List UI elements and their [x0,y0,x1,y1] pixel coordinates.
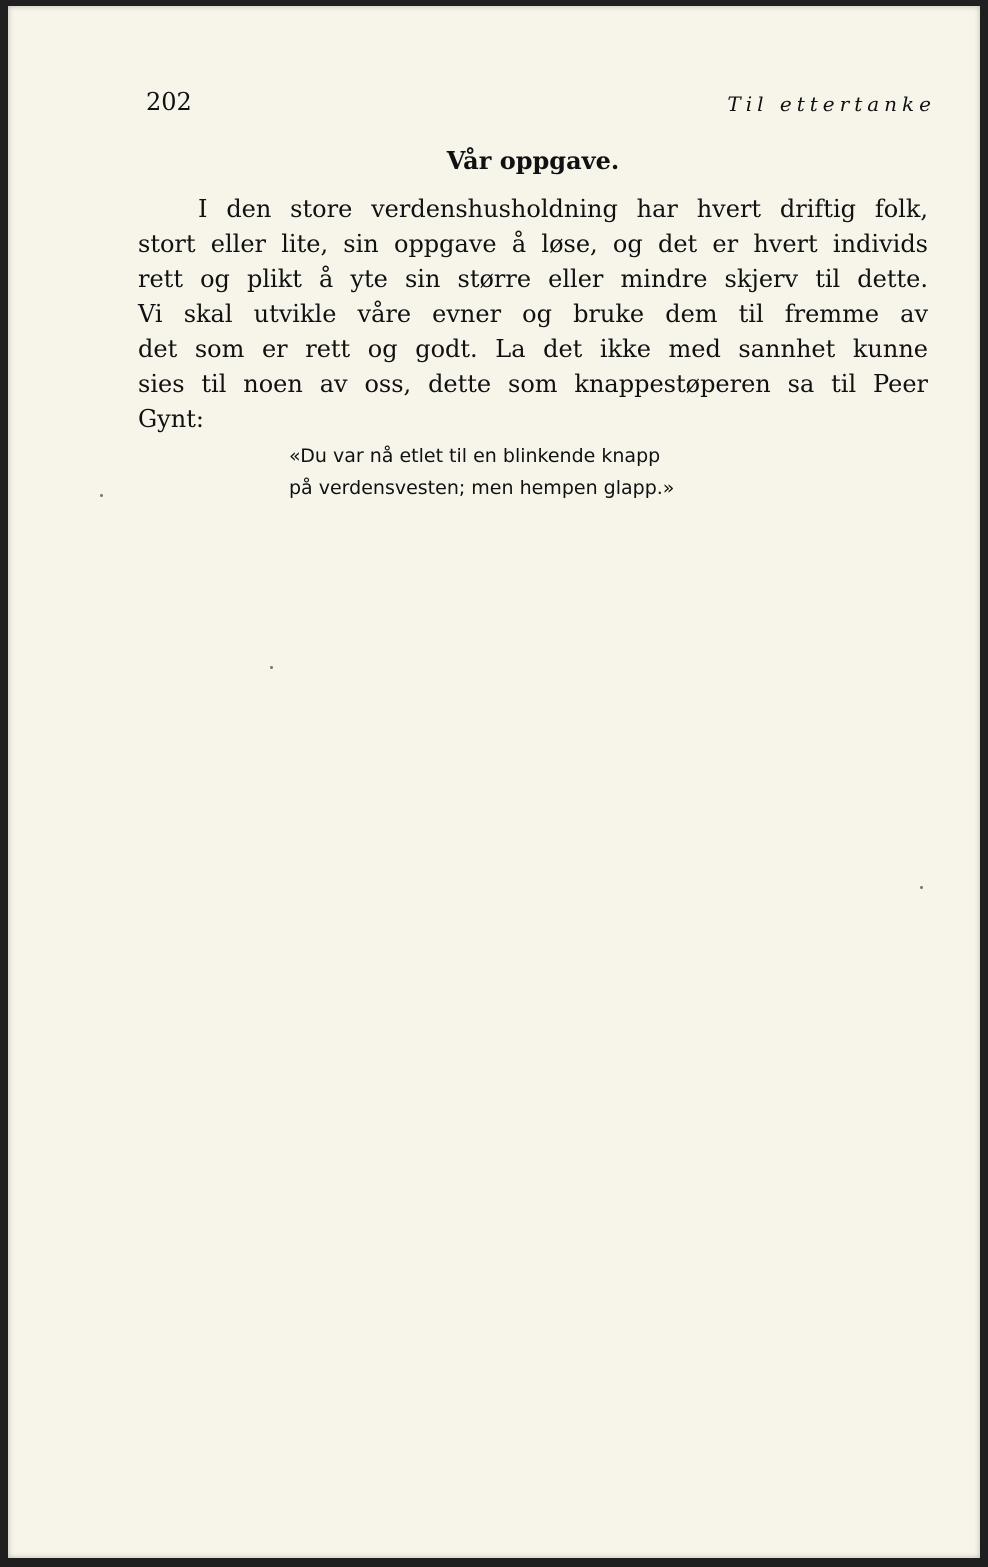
paragraph-line: stort eller lite, sin oppgave å løse, og det er hvert individs [138,230,928,258]
paper-speck [270,666,273,669]
page-header [146,88,936,124]
body-paragraph [138,192,928,437]
paragraph-line: I den store verdenshusholdning har hvert driftig folk, [198,195,928,223]
paragraph-line: rett og plikt å yte sin større eller mindre skjerv til dette. [138,265,928,293]
paper-speck [920,886,923,889]
paragraph-line: det som er rett og godt. La det ikke med sannhet kunne [138,335,928,363]
paper-speck [100,494,103,497]
paragraph-line: sies til noen av oss, dette som knappestøperen sa til Peer [138,370,928,398]
page-number: 202 [146,88,192,116]
running-title: Til ettertanke [727,92,936,116]
verse-line: på verdensvesten; men hempen glapp.» [289,477,675,499]
paragraph-line: Gynt: [138,405,204,433]
verse-quote [289,440,809,504]
verse-line: «Du var nå etlet til en blinkende knapp [289,445,661,467]
article-title: Vår oppgave. [446,146,620,175]
paragraph-line: Vi skal utvikle våre evner og bruke dem til fremme av [138,300,928,328]
